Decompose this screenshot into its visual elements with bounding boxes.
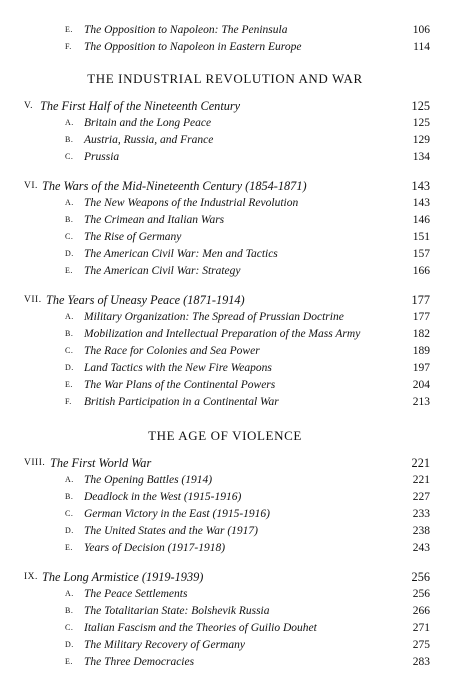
entry-page: 256 [412,588,430,600]
entry-title: The American Civil War: Strategy [84,265,241,277]
chapter-entry [0,98,450,114]
toc-entry [0,39,450,55]
entry-label: A. [65,475,74,484]
toc-entry [0,472,450,488]
entry-label: B. [65,492,74,501]
chapter-title: The Years of Uneasy Peace (1871-1914) [46,293,245,307]
entry-label: C. [65,623,74,632]
toc-entry [0,654,450,670]
toc-entry [0,149,450,165]
toc-entry [0,229,450,245]
entry-page: 125 [412,117,430,129]
entry-title: Land Tactics with the New Fire Weapons [84,362,272,374]
entry-title: The United States and the War (1917) [84,525,258,537]
entry-label: A. [65,198,74,207]
entry-title: The Three Democracies [84,656,195,668]
toc-entry [0,263,450,279]
entry-page: 233 [412,508,430,520]
chapter-title: The First World War [50,456,152,470]
entry-title: Years of Decision (1917-1918) [84,542,226,554]
entry-label: F. [65,397,72,406]
entry-page: 189 [412,345,430,357]
entry-page: 266 [412,605,430,617]
toc-entry [0,360,450,376]
entry-label: D. [65,249,74,258]
entry-page: 146 [412,214,430,226]
part-title: THE INDUSTRIAL REVOLUTION AND WAR [87,71,363,86]
toc-entry [0,309,450,325]
toc-entry [0,620,450,636]
toc-entry [0,343,450,359]
entry-label: B. [65,606,74,615]
entry-page: 177 [412,311,430,323]
chapter-page: 143 [411,179,430,193]
chapter-title: The First Half of the Nineteenth Century [40,99,241,113]
entry-label: B. [65,329,74,338]
toc-entry [0,246,450,262]
entry-page: 151 [412,231,430,243]
chapter-entry [0,292,450,308]
entry-title: The Opening Battles (1914) [84,474,213,486]
entry-page: 213 [412,396,430,408]
entry-title: The Totalitarian State: Bolshevik Russia [84,605,270,617]
toc-entry [0,586,450,602]
entry-title: The Opposition to Napoleon in Eastern Europe [84,41,302,53]
entry-title: British Participation in a Continental War [84,396,279,408]
entry-title: Prussia [84,151,120,163]
entry-title: Military Organization: The Spread of Prussian Doctrine [84,311,344,323]
toc-entry [0,540,450,556]
entry-label: E. [65,266,73,275]
toc-entry [0,489,450,505]
entry-label: B. [65,135,74,144]
entry-label: A. [65,589,74,598]
toc-entry [0,212,450,228]
chapter-title: The Long Armistice (1919-1939) [42,570,204,584]
entry-page: 243 [412,542,430,554]
entry-title: The Peace Settlements [84,588,188,600]
entry-page: 129 [412,134,430,146]
entry-label: E. [65,543,73,552]
entry-label: E. [65,657,73,666]
entry-page: 283 [412,656,430,668]
entry-page: 143 [412,197,430,209]
entry-title: The New Weapons of the Industrial Revolution [84,197,299,209]
entry-label: A. [65,312,74,321]
entry-title: The Rise of Germany [84,231,182,243]
entry-title: Austria, Russia, and France [84,134,214,146]
chapter-entry [0,178,450,194]
toc-entry [0,394,450,410]
entry-page: 134 [412,151,430,163]
entry-label: B. [65,215,74,224]
chapter-title: The Wars of the Mid-Nineteenth Century (1854-1871) [42,179,307,193]
toc-entry [0,115,450,131]
entry-page: 106 [412,24,430,36]
chapter-label: VI. [24,181,38,191]
entry-label: C. [65,509,74,518]
entry-page: 204 [412,379,430,391]
entry-title: The American Civil War: Men and Tactics [84,248,278,260]
chapter-label: VII. [24,295,42,305]
entry-page: 275 [412,639,430,651]
entry-title: Britain and the Long Peace [84,117,212,129]
chapter-page: 221 [411,456,430,470]
entry-label: F. [65,42,72,51]
toc-entry [0,326,450,342]
entry-label: D. [65,363,74,372]
entry-page: 166 [412,265,430,277]
entry-page: 227 [412,491,430,503]
entry-page: 271 [412,622,430,634]
toc-entry [0,22,450,38]
entry-page: 182 [412,328,430,340]
entry-label: C. [65,346,74,355]
toc-entry [0,523,450,539]
toc-entry [0,377,450,393]
entry-title: Deadlock in the West (1915-1916) [84,491,242,503]
chapter-page: 256 [411,570,430,584]
entry-title: The Crimean and Italian Wars [84,214,225,226]
entry-page: 114 [413,41,430,53]
toc-entry [0,506,450,522]
entry-page: 238 [412,525,430,537]
chapter-entry [0,569,450,585]
toc-entry [0,637,450,653]
chapter-entry [0,455,450,471]
entry-page: 221 [412,474,430,486]
chapter-label: V. [24,101,34,111]
entry-title: The War Plans of the Continental Powers [84,379,276,391]
entry-page: 197 [412,362,430,374]
entry-label: D. [65,526,74,535]
chapter-page: 125 [411,99,430,113]
entry-title: Mobilization and Intellectual Preparation of the Mass Army [84,328,361,340]
chapter-label: VIII. [24,458,46,468]
entry-label: C. [65,232,74,241]
entry-title: Italian Fascism and the Theories of Guilio Douhet [84,622,317,634]
entry-label: E. [65,380,73,389]
chapter-page: 177 [411,293,430,307]
entry-label: D. [65,640,74,649]
part-title: THE AGE OF VIOLENCE [148,428,302,443]
entry-label: A. [65,118,74,127]
entry-page: 157 [412,248,430,260]
chapter-label: IX. [24,572,38,582]
toc-entry [0,132,450,148]
toc-entry [0,603,450,619]
entry-title: German Victory in the East (1915-1916) [84,508,270,520]
entry-label: E. [65,25,73,34]
entry-title: The Race for Colonies and Sea Power [84,345,260,357]
entry-label: C. [65,152,74,161]
entry-title: The Military Recovery of Germany [84,639,245,651]
toc-entry [0,195,450,211]
entry-title: The Opposition to Napoleon: The Peninsula [84,24,288,36]
